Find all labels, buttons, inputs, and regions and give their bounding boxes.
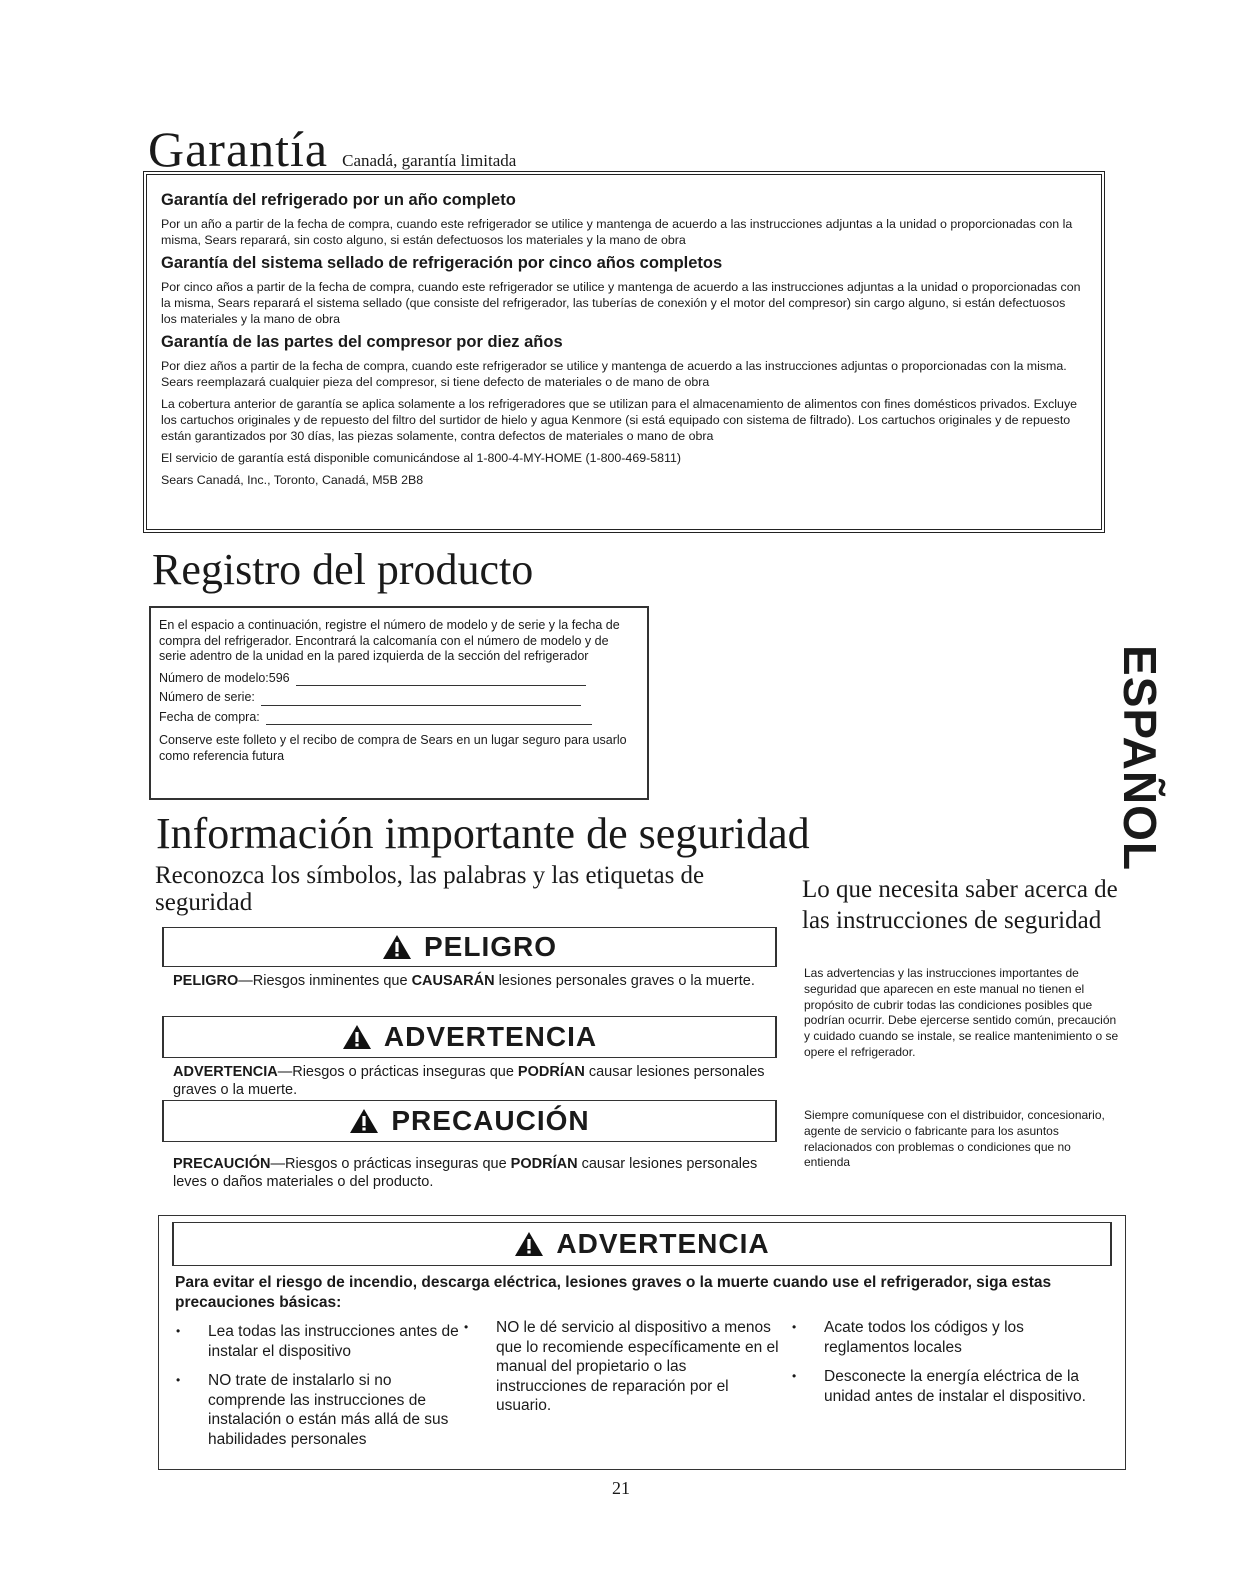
warranty-section-heading: Garantía del sistema sellado de refrigeración por cinco años completos [161,254,723,272]
signal-desc-text: causar lesiones personales leves o daños materiales o del producto. [173,1156,758,1190]
signal-desc-emphasis: CAUSARÁN [411,973,495,989]
precaucion-signal-box [162,1100,777,1142]
warranty-paragraph: Por cinco años a partir de la fecha de compra, cuando este refrigerador se utilice y mantenga de acuerdo a las instrucciones adjuntas a la unidad o proporcionadas con la misma, Sears reparará el sistema sellado (que consiste del refrigerador, las tuberías de conexión y el motor del compresor) sin cargo alguno, si están defectuosos los materiales y la mano de obra [161,280,1081,326]
warranty-service-line: El servicio de garantía está disponible comunicándose al 1-800-4-MY-HOME (1-800-469-5811) [161,451,681,465]
warning-triangle-icon [514,1231,544,1257]
what-to-know-heading: Lo que necesita saber acerca de las instrucciones de seguridad [802,876,1118,934]
registro-title: Registro del producto [152,545,534,594]
warranty-title [148,120,516,178]
precaution-item: • NO trate de instalarlo si no comprende las instrucciones de instalación o están más allá de sus habilidades personales [172,1371,462,1449]
warranty-box [143,171,1105,533]
warranty-paragraph: La cobertura anterior de garantía se aplica solamente a los refrigeradores que se utilizan para el almacenamiento de alimentos con fines domésticos privados. Excluye los cartuchos originales y de repuesto del filtro del surtidor de hielo y agua Kenmore (si está equipado con sistema de filtrado). Los cartuchos originales y de repuesto están garantizados por 30 días, las piezas solamente, contra defectos de materiales o mano de obra [161,397,1078,443]
precautions-column-2 [460,1318,780,1426]
warranty-section-heading: Garantía del refrigerado por un año completo [161,191,516,209]
model-number-line [159,671,639,687]
signal-word-lead: PELIGRO [173,973,239,989]
purchase-date-rule [266,712,592,725]
warning-triangle-icon [342,1024,372,1050]
signal-word-lead: ADVERTENCIA [173,1064,278,1080]
peligro-description [173,972,793,990]
signal-desc-emphasis: PODRÍAN [517,1064,585,1080]
precautions-column-1 [172,1322,462,1459]
what-to-know-paragraph: Las advertencias y las instrucciones importantes de seguridad que aparecen en este manual no tienen el propósito de cubrir todas las condiciones posibles que podrían ocurrir. Debe ejercerse sentido común, precaución y cuidado cuando se instale, se realice mantenimiento o se opere el refrigerador. [804,966,1119,1059]
signal-word-lead: PRECAUCIÓN [173,1156,271,1172]
warranty-subtitle: Canadá, garantía limitada [342,151,517,170]
precaution-item: • NO le dé servicio al dispositivo a menos que lo recomiende específicamente en el manual del propietario o las instrucciones de reparación por el usuario. [460,1318,780,1416]
precautions-column-3 [788,1318,1088,1416]
warranty-section-heading: Garantía de las partes del compresor por diez años [161,333,563,351]
warranty-paragraph: Por un año a partir de la fecha de compra, cuando este refrigerador se utilice y mantenga de acuerdo a las instrucciones adjuntas a la unidad o proporcionadas con la misma, Sears reparará, sin costo alguno, si están defectuosos los materiales y la mano de obra [161,217,1073,247]
serial-number-rule [261,693,581,706]
page-number: 21 [612,1478,630,1498]
registro-keep-note: Conserve este folleto y el recibo de compra de Sears en un lugar seguro para usarlo como referencia futura [159,733,627,763]
warning-triangle-icon [349,1108,379,1134]
safety-title: Información importante de seguridad [156,809,810,858]
warranty-address: Sears Canadá, Inc., Toronto, Canadá, M5B 2B8 [161,473,424,487]
warranty-heading: Garantía [148,121,329,177]
purchase-date-line [159,710,639,726]
symbols-heading: Reconozca los símbolos, las palabras y las etiquetas de seguridad [155,862,705,916]
basic-precautions-banner [172,1222,1112,1266]
signal-desc-text: —Riesgos inminentes que [238,973,412,989]
advertencia-signal-word: ADVERTENCIA [383,1021,598,1052]
precaution-item: • Desconecte la energía eléctrica de la unidad antes de instalar el dispositivo. [788,1367,1088,1406]
language-side-tab [1110,645,1170,871]
warning-triangle-icon [382,934,412,960]
peligro-signal-word: PELIGRO [423,931,557,962]
registro-box [149,606,649,800]
serial-number-label: Número de serie: [159,690,255,704]
precaucion-signal-word: PRECAUCIÓN [391,1105,590,1136]
basic-precautions-intro: Para evitar el riesgo de incendio, descarga eléctrica, lesiones graves o la muerte cuando use el refrigerador, siga estas precauciones básicas: [175,1274,1052,1311]
basic-precautions-signal-word: ADVERTENCIA [556,1228,770,1259]
what-to-know-paragraph: Siempre comuníquese con el distribuidor, concesionario, agente de servicio o fabricante para los asuntos relacionados con problemas o condiciones que no entienda [804,1108,1105,1170]
registro-intro: En el espacio a continuación, registre el número de modelo y de serie y la fecha de compra del refrigerador. Encontrará la calcomanía con el número de modelo y de serie adentro de la unidad en la pared izquierda de la sección del refrigerador [159,618,620,663]
signal-desc-text: lesiones personales graves o la muerte. [494,973,755,989]
advertencia-description [173,1063,793,1099]
precaucion-description [173,1155,793,1191]
model-number-rule [296,673,586,686]
serial-number-line [159,690,639,706]
precaution-item: • Lea todas las instrucciones antes de instalar el dispositivo [172,1322,462,1361]
model-number-label: Número de modelo:596 [159,670,290,685]
signal-desc-text: —Riesgos o prácticas inseguras que [270,1156,511,1172]
language-side-tab-label: ESPAÑOL [1114,645,1166,871]
purchase-date-label: Fecha de compra: [159,709,260,724]
warranty-paragraph: Por diez años a partir de la fecha de compra, cuando este refrigerador se utilice y mantenga de acuerdo a las instrucciones adjuntas o proporcionadas con la misma. Sears reemplazará cualquier pieza del compresor, si tiene defecto de materiales o de mano de obra [161,359,1067,389]
advertencia-signal-box [162,1016,777,1058]
peligro-signal-box [162,927,777,967]
precaution-item: • Acate todos los códigos y los reglamentos locales [788,1318,1088,1357]
signal-desc-text: —Riesgos o prácticas inseguras que [277,1064,518,1080]
signal-desc-emphasis: PODRÍAN [510,1156,578,1172]
signal-desc-text: causar lesiones personales graves o la muerte. [173,1064,765,1098]
